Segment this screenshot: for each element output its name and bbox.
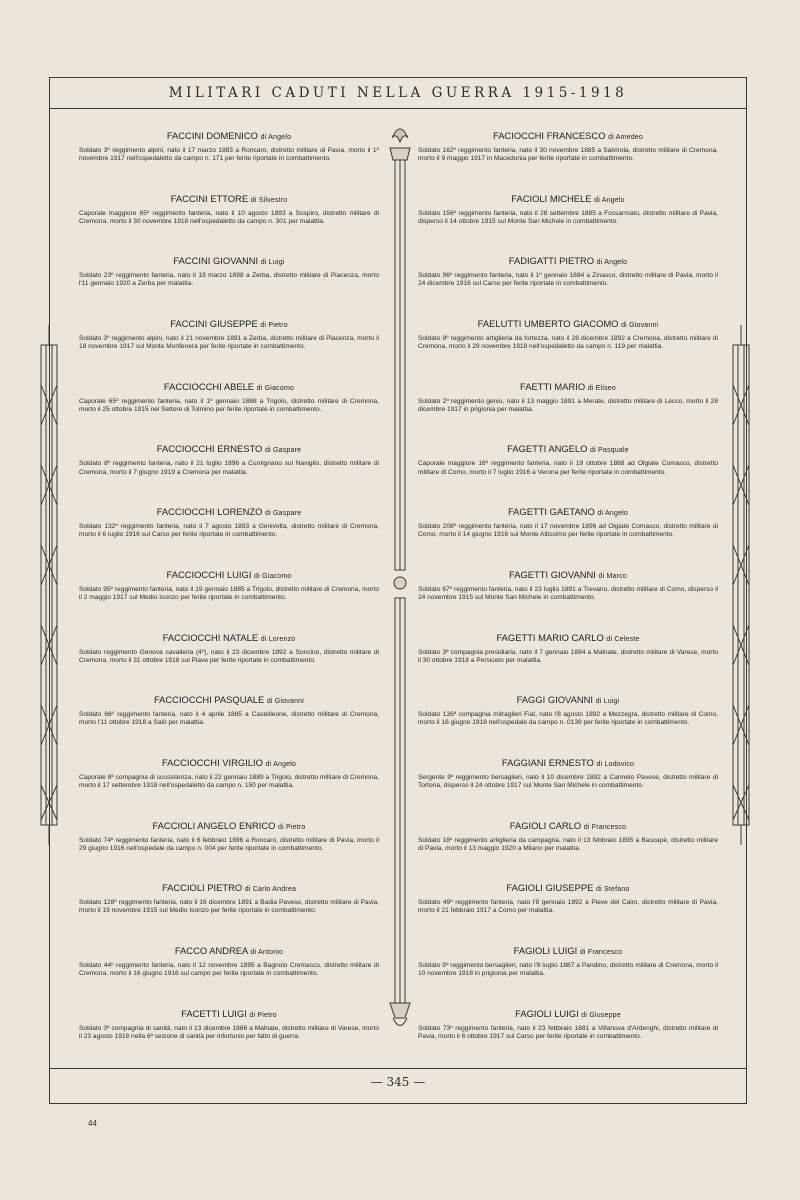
record-name-heading	[418, 318, 718, 329]
record-text: Soldato 66º reggimento fanteria, nato il 4 aprile 1885 a Castelleone, distretto militare di Cremona, morto l'11 ottobre 1918 a Salò per malattia.	[79, 711, 379, 727]
record-name: FAGETTI GAETANO	[507, 506, 595, 518]
record-text: Soldato 74º reggimento fanteria, nato il 6 febbraio 1896 a Roncaro, distretto militare di Pavia, morto il 29 giugno 1916 nell'ospedale da campo n. 004 per ferite riportate in combattimento.	[79, 836, 379, 852]
record-name: FACCINI GIOVANNI	[173, 255, 259, 267]
record-text: Soldato 49º reggimento fanteria, nato l'8 gennaio 1892 a Pieve del Cairo, distretto militare di Pavia, morto il 21 febbraio 1917 a Como per malattia.	[418, 899, 718, 915]
record-name-heading	[79, 1008, 379, 1019]
record-text: Soldato 73º reggimento fanteria, nato il 23 febbraio 1881 a Villanova d'Ardenghi, distretto militare di Pavia, morto il 6 ottobre 1917 sul Carso per ferite riportate in combattimento.	[418, 1024, 718, 1040]
record-entry	[79, 882, 379, 945]
record-name: FAGGIANI ERNESTO	[501, 756, 594, 768]
record-text: Soldato 2º reggimento genio, nato il 13 maggio 1891 a Merate, distretto militare di Lecco, morto il 28 dicembre 1917 in prigionia per malattia.	[418, 397, 718, 413]
torch-column-divider	[388, 128, 412, 1033]
record-parent: di Giovanni	[266, 698, 305, 706]
record-parent: di Francesco	[583, 823, 627, 831]
record-text: Soldato 96º reggimento fanteria, nato il 1º gennaio 1884 a Zinasco, distretto militare di Pavia, morto il 24 dicembre 1916 sul Carso per ferite riportate in combattimento.	[418, 272, 718, 288]
record-text: Soldato 3ª compagnia presidiaria, nato il 7 gennaio 1894 a Malnate, distretto militare di Varese, morto il 30 ottobre 1918 a Persiceto per malattia.	[418, 648, 718, 664]
record-text: Soldato 208º reggimento fanteria, nato il 17 novembre 1896 ad Olgiate Comasco, distretto militare di Como, morto il 14 giugno 1916 sul Monte Altissimo per ferite riportate in combattimento.	[418, 523, 718, 539]
record-entry	[79, 443, 379, 506]
record-text: Soldato 23º reggimento fanteria, nato il 19 marzo 1898 a Zerba, distretto militare di Piacenza, morto l'11 gennaio 1920 a Zerba per malattia.	[79, 272, 379, 288]
record-text: Soldato 128º reggimento fanteria, nato il 16 dicembre 1891 a Badia Pavese, distretto militare di Pavia, morto il 19 novembre 1915 sul Medio Isonzo per ferite riportate in combattimento.	[79, 899, 379, 915]
record-name-heading	[418, 632, 718, 643]
record-text: Soldato 3ª compagnia di sanità, nato il 13 dicembre 1886 a Malnate, distretto militare di Varese, morto il 23 agosto 1918 nella 6ª sezione di sanità per infortunio per fatto di guerra.	[79, 1024, 379, 1040]
record-parent: di Angelo	[596, 259, 628, 267]
record-name: FACCIOCCHI LUIGI	[166, 568, 252, 580]
record-parent: di Angelo	[594, 196, 625, 204]
record-name: FACCIOLI PIETRO	[161, 882, 243, 894]
record-name-heading	[418, 694, 718, 705]
record-entry	[79, 694, 379, 757]
record-name: FAGETTI ANGELO	[507, 443, 588, 455]
record-name: FACCINI ETTORE	[170, 192, 249, 204]
record-parent: di Angelo	[260, 134, 292, 141]
record-text: Soldato reggimento Genova cavalleria (4º), nato il 23 dicembre 1892 a Soncino, distretto militare di Cremona, morto il 31 ottobre 1918 sul Piave per ferite riportate in combattimento.	[79, 648, 379, 664]
record-name: FAGGI GIOVANNI	[516, 694, 593, 706]
record-name: FAGIOLI LUIGI	[515, 1007, 579, 1019]
record-parent: di Lodovico	[596, 760, 635, 768]
record-parent: di Eliseo	[587, 384, 616, 392]
record-name-heading	[418, 882, 718, 893]
record-parent: di Pietro	[260, 322, 288, 330]
record-entry	[79, 381, 379, 444]
record-entry	[418, 130, 718, 193]
record-text: Soldato 136ª compagnia mitraglieri Fiat, nato l'8 agosto 1892 a Mezzegra, distretto militare di Como, morto il 16 giugno 1918 nell'ospedale da campo n. 0139 per ferite riportate in combattimento.	[418, 711, 718, 727]
record-text: Soldato 18º reggimento artiglieria da campagna, nato il 13 febbraio 1895 a Bascapè, distretto militare di Pavia, morto il 13 maggio 1920 a Milano per malattia.	[418, 836, 718, 852]
record-text: Soldato 3º reggimento alpini, nato il 21 novembre 1891 a Zerba, distretto militare di Piacenza, morto il 18 novembre 1917 sul Monte Monfenera per ferite riportate in combattimento.	[79, 335, 379, 351]
record-name-heading	[79, 318, 379, 329]
record-entry	[79, 130, 379, 193]
record-parent: di Angelo	[597, 510, 629, 518]
record-entry	[79, 318, 379, 381]
record-name: FACCINI DOMENICO	[166, 130, 258, 141]
record-text: Caporale maggiore 16º reggimento fanteria, nato il 19 ottobre 1888 ad Olgiate Comasco, distretto militare di Como, morto il 7 luglio 1916 a Verona per ferite riportate in combattimento.	[418, 460, 718, 476]
record-name-heading	[418, 443, 718, 454]
record-entry	[418, 255, 718, 318]
left-column	[79, 130, 379, 1070]
record-entry	[418, 632, 718, 695]
record-name-heading	[418, 1008, 718, 1019]
record-parent: di Gaspare	[265, 510, 302, 518]
record-parent: di Francesco	[579, 948, 623, 956]
record-name: FADIGATTI PIETRO	[508, 255, 595, 267]
record-entry	[79, 506, 379, 569]
record-entry	[418, 694, 718, 757]
record-parent: di Luigi	[260, 259, 285, 267]
record-name-heading	[79, 945, 379, 956]
record-entry	[418, 757, 718, 820]
record-text: Soldato 67º reggimento fanteria, nato il 23 luglio 1891 a Trevano, distretto militare di Como, disperso il 24 novembre 1915 sul Monte San Michele in combattimento.	[418, 585, 718, 601]
record-text: Caporale 65º reggimento fanteria, nato il 1º gennaio 1888 a Trigolo, distretto militare di Cremona, morto il 25 ottobre 1915 nel Settore di Tolmino per ferite riportate in combattimento.	[79, 397, 379, 413]
record-text: Soldato 9º reggimento bersaglieri, nato l'8 luglio 1887 a Pandino, distretto militare di Cremona, morto il 10 novembre 1918 in prigionia per malattia.	[418, 961, 718, 978]
record-text: Soldato 95º reggimento fanteria, nato il 19 gennaio 1885 a Trigolo, distretto militare di Cremona, morto il 2 maggio 1917 sul Medio Isonzo per ferite riportate in combattimento.	[79, 585, 379, 601]
record-text: Sergente 9º reggimento bersaglieri, nato il 10 dicembre 1892 a Canneto Pavese, distretto militare di Tortona, disperso il 24 ottobre 1917 sul Monte San Michele in combattimento.	[418, 773, 718, 789]
record-name-heading	[418, 255, 718, 266]
record-name-heading	[79, 255, 379, 266]
record-name-heading	[418, 820, 718, 831]
record-entry	[418, 820, 718, 883]
plate-number: 44	[88, 1119, 97, 1128]
record-entry	[418, 381, 718, 444]
record-name: FAGETTI MARIO CARLO	[496, 631, 604, 643]
record-name-heading	[418, 193, 718, 204]
record-entry	[79, 255, 379, 318]
record-entry	[79, 1008, 379, 1071]
record-name: FAGETTI GIOVANNI	[509, 568, 596, 580]
record-name: FAGIOLI CARLO	[509, 819, 582, 831]
record-name: FAGIOLI LUIGI	[513, 944, 578, 956]
record-name-heading	[79, 193, 379, 204]
page-title: MILITARI CADUTI NELLA GUERRA 1915-1918	[168, 85, 628, 101]
record-name: FACCIOLI ANGELO ENRICO	[152, 819, 276, 831]
record-name-heading	[79, 381, 379, 392]
record-parent: di Giuseppe	[581, 1011, 621, 1019]
record-text: Soldato 3º reggimento alpini, nato il 17 marzo 1883 a Roncaro, distretto militare di Pavia, morto il 1º novembre 1917 nell'ospedaletto da campo n. 171 per ferite riportate in combattimento.	[79, 147, 379, 163]
record-parent: di Gaspare	[264, 447, 302, 455]
record-parent: di Lorenzo	[260, 635, 296, 643]
record-entry	[418, 193, 718, 256]
record-text: Caporale maggiore 65º reggimento fanteria, nato il 10 agosto 1893 a Sospiro, distretto militare di Cremona, morto il 30 novembre 1918 nell'ospedaletto da campo n. 301 per malattia.	[79, 209, 379, 225]
record-parent: di Giacomo	[254, 572, 292, 580]
record-name-heading	[418, 569, 718, 580]
record-text: Caporale 8ª compagnia di sussistenza, nato il 22 gennaio 1889 a Trigolo, distretto militare di Cremona, morto il 17 settembre 1918 nell'ospedaletto da campo n. 150 per malattia.	[79, 773, 379, 789]
right-fasces-ornament	[730, 325, 752, 845]
record-parent: di Luigi	[595, 698, 620, 706]
record-name-heading	[418, 130, 718, 141]
record-name: FACIOCCHI FRANCESCO	[492, 130, 606, 141]
record-parent: di Carlo Andrea	[244, 886, 297, 894]
record-name-heading	[79, 130, 379, 141]
record-entry	[79, 632, 379, 695]
record-name-heading	[79, 757, 379, 768]
record-name-heading	[79, 632, 379, 643]
record-entry	[418, 506, 718, 569]
page-header	[50, 78, 746, 109]
record-text: Soldato 162º reggimento fanteria, nato il 30 novembre 1885 a Salvirola, distretto militare di Cremona, morto il 9 maggio 1917 in Macedonia per ferite riportate in combattimento.	[418, 147, 718, 163]
record-parent: di Giacomo	[256, 384, 295, 392]
record-text: Soldato 156º reggimento fanteria, nato il 28 settembre 1885 a Fossarmato, distretto militare di Pavia, disperso il 14 ottobre 1915 sul Monte San Michele in combattimento.	[418, 209, 718, 225]
record-name: FACCIOCCHI NATALE	[162, 631, 259, 643]
record-name-heading	[418, 381, 718, 392]
record-text: Soldato 132º reggimento fanteria, nato il 7 agosto 1893 a Genivolta, distretto militare di Cremona, morto il 6 luglio 1916 sul Carso per ferite riportate in combattimento.	[79, 523, 379, 539]
record-parent: di Pasquale	[590, 447, 629, 455]
page-number: — 345 —	[370, 1075, 426, 1089]
record-name: FACCIOCCHI ERNESTO	[156, 443, 263, 455]
record-text: Soldato 8º reggimento fanteria, nato il 21 luglio 1896 a Cumignano sul Naviglio, distretto militare di Cremona, morto il 7 giugno 1919 a Cremona per malattia.	[79, 460, 379, 476]
record-name-heading	[79, 443, 379, 454]
record-name: FACCIOCCHI LORENZO	[156, 506, 263, 518]
record-name: FAETTI MARIO	[520, 380, 586, 392]
record-text: Soldato 44º reggimento fanteria, nato il 12 novembre 1895 a Bagnolo Cremasco, distretto militare di Cremona, morto il 16 giugno 1916 sul campo per ferite riportate in combattimento.	[79, 961, 379, 978]
record-name: FAGIOLI GIUSEPPE	[506, 882, 594, 894]
record-parent: di Giovanni	[621, 322, 659, 330]
record-name-heading	[418, 757, 718, 768]
footer-rule	[50, 1068, 746, 1069]
record-entry	[418, 945, 718, 1008]
record-parent: di Silvestro	[250, 196, 288, 204]
record-name: FACCO ANDREA	[174, 944, 248, 956]
record-name: FAELUTTI UMBERTO GIACOMO	[477, 318, 619, 330]
record-name: FACIOLI MICHELE	[511, 192, 592, 204]
record-name: FACETTI LUIGI	[181, 1007, 247, 1019]
record-entry	[418, 318, 718, 381]
record-name: FACCIOCCHI ABELE	[163, 380, 255, 392]
record-entry	[79, 820, 379, 883]
record-entry	[418, 569, 718, 632]
record-name-heading	[79, 569, 379, 580]
record-parent: di Stefano	[596, 886, 630, 894]
record-name: FACCIOCCHI PASQUALE	[153, 694, 265, 706]
record-entry	[79, 569, 379, 632]
record-name-heading	[79, 882, 379, 893]
record-parent: di Pietro	[278, 823, 306, 831]
left-fasces-ornament	[38, 325, 60, 845]
record-entry	[418, 1008, 718, 1071]
record-parent: di Amedeo	[608, 134, 643, 141]
record-name-heading	[79, 694, 379, 705]
record-name: FACCINI GIUSEPPE	[170, 318, 258, 330]
record-name-heading	[79, 506, 379, 517]
record-parent: di Marco	[598, 572, 627, 580]
record-entry	[79, 193, 379, 256]
record-name-heading	[418, 945, 718, 956]
record-entry	[418, 443, 718, 506]
record-parent: di Angelo	[265, 760, 297, 768]
record-entry	[79, 757, 379, 820]
record-text: Soldato 9º reggimento artiglieria da fortezza, nato il 28 dicembre 1892 a Cremona, distretto militare di Cremona, morto il 29 novembre 1918 nell'ospedaletto da campo n. 119 per malattia.	[418, 335, 718, 351]
record-parent: di Celeste	[606, 635, 640, 643]
record-name-heading	[79, 820, 379, 831]
record-name-heading	[418, 506, 718, 517]
record-name: FACCIOCCHI VIRGILIO	[161, 756, 263, 768]
record-entry	[418, 882, 718, 945]
record-parent: di Antonio	[250, 948, 284, 956]
record-entry	[79, 945, 379, 1008]
right-column	[418, 130, 718, 1070]
record-parent: di Pietro	[249, 1011, 277, 1019]
